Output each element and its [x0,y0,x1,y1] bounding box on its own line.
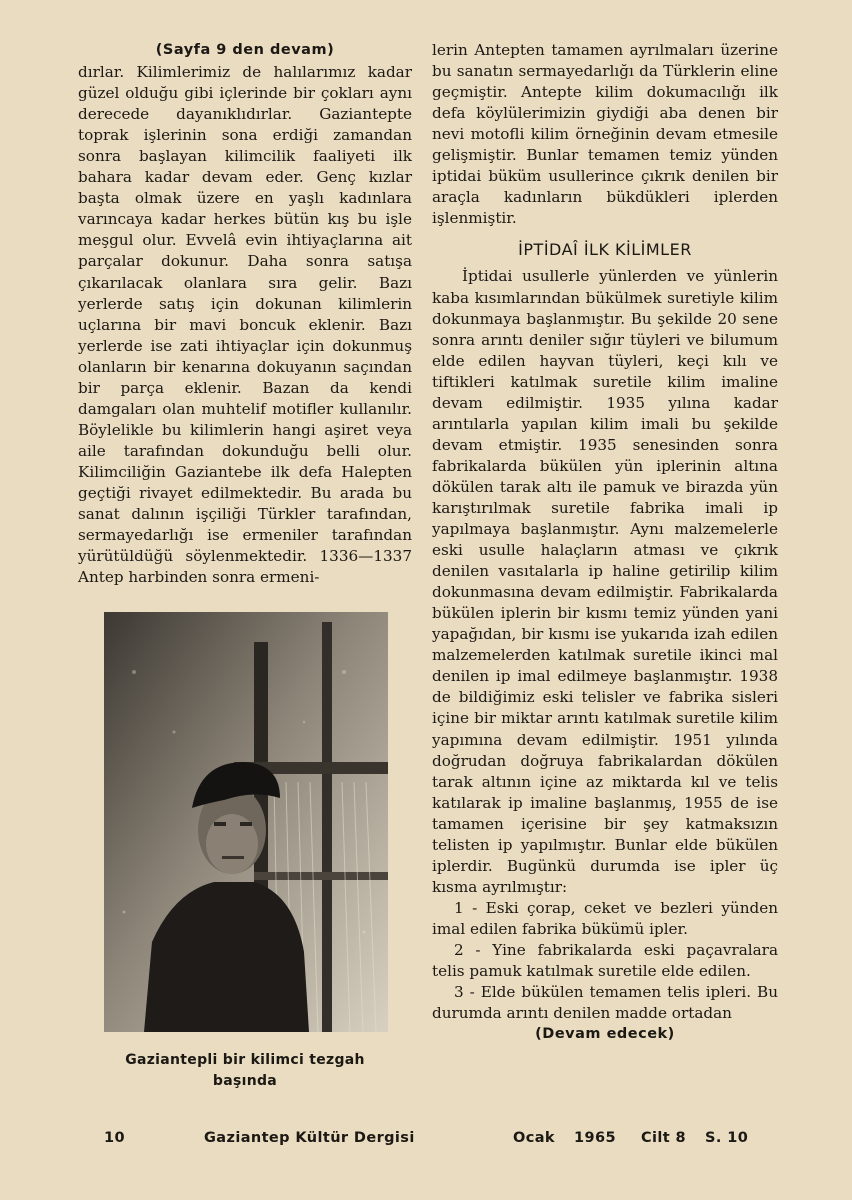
footer-volume: Cilt 8 [641,1130,687,1146]
list-item-1: 1 - Eski çorap, ceket ve bezleri yünden imal edilen fabrika bükümü ipler. [432,898,778,938]
footer-year: 1965 [574,1130,616,1146]
list-item-3: 3 - Elde bükülen temamen telis ipleri. Bu durumda arıntı denilen madde ortadan [432,983,778,1023]
left-paragraph: dırlar. Kilimlerimiz de halılarımız kadar güzel olduğu gibi içlerinde bir çokları aynı derecede dayanıklıdırlar. Gaziantepte toprak işlerinin sona erdiği zamandan sonra başlayan kilimcilik faaliyeti ilk bahara kadar devam eder. Genç kızlar başta olmak üzere en yaşlı kadınlara varıncaya kadar herkes bütün kış bu işle meşgul olur. Evvelâ evin ihtiyaçlarına ait parçalar dokunur. Daha sonra satışa çıkarılacak olanlara sıra gelir. Bazı yerlerde satış için dokunan kilimlerin uçlarına bir mavi boncuk eklenir. Bazı yerlerde ise zati ihtiyaçlar için dokunmuş olanların bir kenarına dokuyanın saçından bir parça eklenir. Bazan da kendi damgaları olan muhtelif motifler kullanılır. Böylelikle bu kilimlerin hangi aşiret veya aile tarafından dokunduğu belli olur. Kilimciliğin Gaziantebe ilk defa Halepten geçtiği rivayet edilmektedir. Bu arada bu sanat dalının işçiliği Türkler tarafından, sermayedarlığı ise ermeniler tarafından yürütüldüğü söylenmektedir. 1336—1337 Antep harbinden sonra ermeni- [78,63,412,587]
footer-month: Ocak [513,1130,555,1146]
left-column [78,40,412,588]
footer-issue: S. 10 [705,1130,749,1146]
right-column [432,40,778,1045]
continued-note: (Devam edecek) [535,1026,675,1043]
footer-magazine-name: Gaziantep Kültür Dergisi [204,1130,415,1146]
list-item-2: 2 - Yine fabrikalarda eski paçavralara telis pamuk katılmak suretile elde edilen. [432,940,778,981]
photo-illustration [104,612,388,1032]
photo-caption-line-2: başında [212,1073,278,1089]
footer-page-number: 10 [104,1130,125,1146]
continued-from-label: (Sayfa 9 den devam) [155,42,335,58]
photo-caption [96,1050,394,1092]
right-paragraph-1: lerin Antepten tamamen ayrılmaları üzerine bu sanatın sermayedarlığı da Türklerin eline geçmiştir. Antepte kilim dokumacılığı ilk defa köylülerimizin giydiği aba denen bir nevi motofli kilim örneğinin devam etmesile gelişmiştir. Bunlar temamen temiz yünden iptidai büküm usullerince çıkrık denilen bir araçla kadınların bükdükleri iplerden işlenmiştir. [432,41,778,228]
photo-caption-line-1: Gaziantepli bir kilimci tezgah [125,1052,365,1068]
kilim-weaver-photo [104,612,388,1032]
section-title: İPTİDAÎ İLK KİLİMLER [518,240,692,260]
right-paragraph-2: İptidai usullerle yünlerden ve yünlerin kaba kısımlarından bükülmek suretiyle kilim dokunmaya başlanmıştır. Bu şekilde 20 sene sonra arıntı deniler sığır tüyleri ve bilumum elde edilen hayvan tüyleri, keçi kılı ve tiftikleri katılmak suretile kilim imaline devam edilmiştir. 1935 yılına kadar arıntılarla yapılan kilim imali bu şekilde devam etmiştir. 1935 senesinden sonra fabrikalarda bükülen yün iplerinin altına dökülen tarak altı ile pamuk ve birazda yün karıştırılmak suretile fabrika imali ip yapılmaya başlanmıştır. Aynı malzemelerle eski usulle halaçların atması ve çıkrık denilen vasıtalarla ip haline getirilip kilim dokunmasına devam edilmiştir. Fabrikalarda bükülen iplerin bir kısmı temiz yünden yani yapağıdan, bir kısmı ise yukarıda izah edilen malzemelerden katılmak suretile ikinci mal denilen ip imal edilmeye başlanmıştır. 1938 de bildiğimiz eski telisler ve fabrika sisleri içine bir miktar arıntı katılmak suretile kilim yapımına devam edilmiştir. 1951 yılında doğrudan doğruya fabrikalardan dökülen tarak altının içine az miktarda kıl ve telis katılarak ip imaline başlanmış, 1955 de ise tamamen içerisine bir şey katmaksızın telisten ip yapılmıştır. Bunlar elde bükülen iplerdir. Bugünkü durumda ise ipler üç kısma ayrılmıştır: [432,267,778,896]
